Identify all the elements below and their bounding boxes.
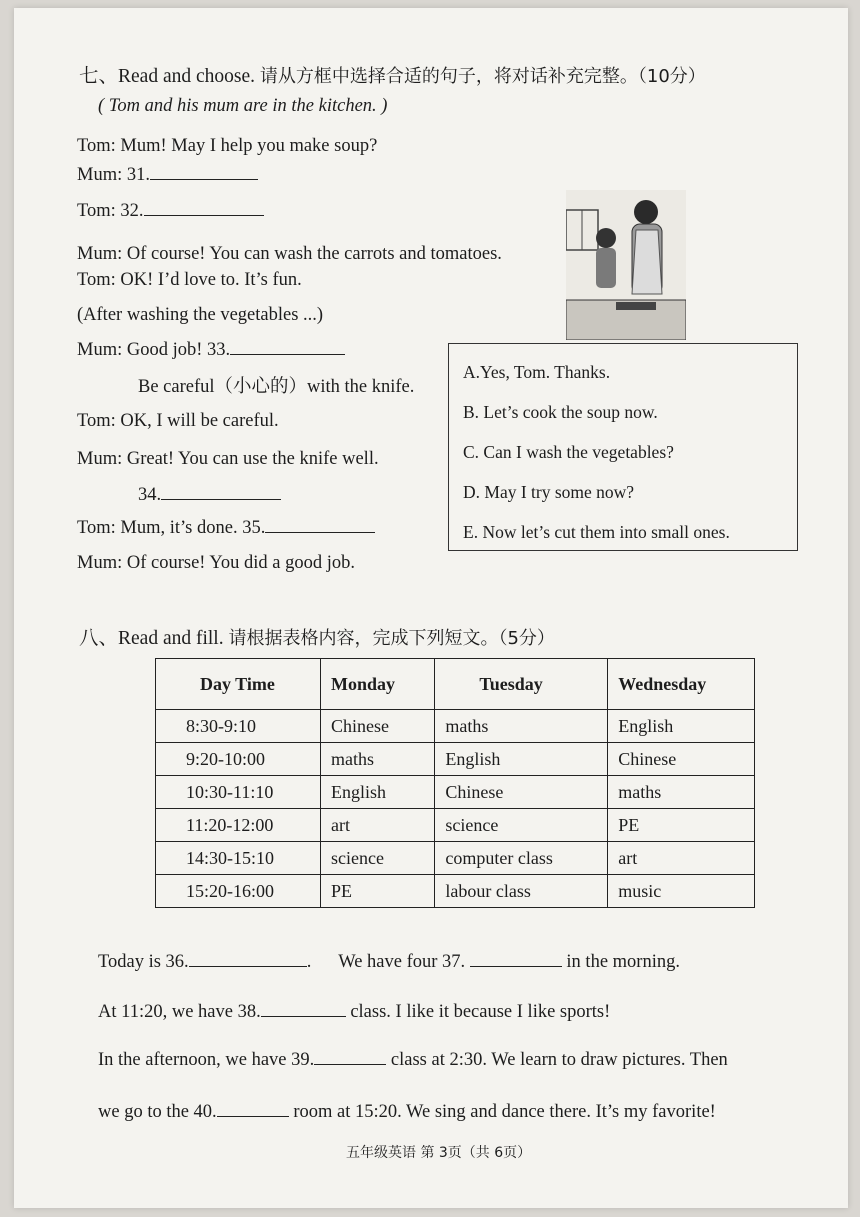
page-footer: 五年级英语 第 3页（共 6页） <box>346 1145 532 1161</box>
passage-text: in the morning. <box>566 952 680 972</box>
options-box <box>448 343 798 551</box>
option-d: D. May I try some now? <box>463 482 635 502</box>
dialogue-line-35 <box>77 516 375 540</box>
subject-cell: science <box>435 809 608 842</box>
subject-cell: computer class <box>435 842 608 875</box>
kitchen-illustration <box>566 190 686 340</box>
section7-title-cn: 请从方框中选择合适的句子，将对话补充完整。（10分） <box>259 66 706 87</box>
passage-text: In the afternoon, we have 39. <box>98 1050 315 1070</box>
dialogue-line-6: (After washing the vegetables ...) <box>77 305 324 325</box>
answer-blank-40[interactable] <box>217 1100 289 1117</box>
time-cell: 10:30-11:10 <box>156 776 321 809</box>
dialogue-line-32 <box>77 199 264 223</box>
passage-text: We have four 37. <box>338 952 466 972</box>
dialogue-line-5: Tom: OK! I’d love to. It’s fun. <box>77 270 302 290</box>
passage-line-1 <box>98 950 680 974</box>
dialogue-line-34 <box>138 483 281 507</box>
passage-text: room at 15:20. We sing and dance there. It’s my favorite! <box>293 1102 716 1122</box>
passage-line-2 <box>98 1000 610 1024</box>
header-day-time: Day Time <box>156 659 321 710</box>
passage-text: . <box>306 952 312 972</box>
dialogue-text: Tom: Mum, it’s done. 35. <box>77 518 266 538</box>
subject-cell: Chinese <box>435 776 608 809</box>
answer-blank-37[interactable] <box>470 950 562 967</box>
option-e: E. Now let’s cut them into small ones. <box>463 522 730 542</box>
subject-cell: art <box>608 842 755 875</box>
time-cell: 8:30-9:10 <box>156 710 321 743</box>
option-b: B. Let’s cook the soup now. <box>463 402 658 422</box>
subject-cell: labour class <box>435 875 608 908</box>
subject-cell: PE <box>321 875 435 908</box>
dialogue-text: Tom: 32. <box>77 201 144 221</box>
passage-text: we go to the 40. <box>98 1102 217 1122</box>
time-cell: 11:20-12:00 <box>156 809 321 842</box>
option-a: A.Yes, Tom. Thanks. <box>463 362 611 382</box>
dialogue-text: Mum: Good job! 33. <box>77 340 231 360</box>
subject-cell: maths <box>321 743 435 776</box>
dialogue-line-33 <box>77 338 345 362</box>
subject-cell: maths <box>435 710 608 743</box>
subject-cell: maths <box>608 776 755 809</box>
header-tuesday: Tuesday <box>435 659 608 710</box>
dialogue-line-8: Be careful（小心的）with the knife. <box>138 377 415 397</box>
header-wednesday: Wednesday <box>608 659 755 710</box>
section8-title-en: 八、Read and fill. <box>79 628 224 649</box>
answer-blank-33[interactable] <box>230 338 345 355</box>
passage-line-3 <box>98 1048 728 1072</box>
subject-cell: PE <box>608 809 755 842</box>
dialogue-line-31 <box>77 163 258 187</box>
subject-cell: Chinese <box>321 710 435 743</box>
timetable-header-row <box>156 659 755 710</box>
answer-blank-34[interactable] <box>161 483 281 500</box>
table-row <box>156 809 755 842</box>
section7-title-en: 七、Read and choose. <box>79 66 255 87</box>
dialogue-text: Mum: 31. <box>77 165 150 185</box>
section8-title <box>79 622 555 650</box>
dialogue-text: 34. <box>138 485 162 505</box>
table-row <box>156 743 755 776</box>
table-row <box>156 710 755 743</box>
subject-cell: music <box>608 875 755 908</box>
subject-cell: Chinese <box>608 743 755 776</box>
scene-note: ( Tom and his mum are in the kitchen. ) <box>98 96 388 116</box>
subject-cell: English <box>608 710 755 743</box>
table-row <box>156 875 755 908</box>
passage-text: class. I like it because I like sports! <box>350 1002 611 1022</box>
dialogue-line-10: Mum: Great! You can use the knife well. <box>77 449 379 469</box>
time-cell: 9:20-10:00 <box>156 743 321 776</box>
passage-text: class at 2:30. We learn to draw pictures. Then <box>390 1050 728 1070</box>
passage-line-4 <box>98 1100 716 1124</box>
timetable <box>155 658 755 908</box>
passage-text: Today is 36. <box>98 952 189 972</box>
subject-cell: art <box>321 809 435 842</box>
passage-text: At 11:20, we have 38. <box>98 1002 261 1022</box>
dialogue-line-1: Tom: Mum! May I help you make soup? <box>77 136 378 156</box>
exam-page <box>14 8 848 1208</box>
answer-blank-39[interactable] <box>314 1048 386 1065</box>
time-cell: 14:30-15:10 <box>156 842 321 875</box>
table-row <box>156 776 755 809</box>
time-cell: 15:20-16:00 <box>156 875 321 908</box>
answer-blank-31[interactable] <box>150 163 258 180</box>
section8-title-cn: 请根据表格内容，完成下列短文。（5分） <box>228 628 555 649</box>
dialogue-line-13: Mum: Of course! You did a good job. <box>77 553 356 573</box>
table-row <box>156 842 755 875</box>
answer-blank-36[interactable] <box>189 950 307 967</box>
answer-blank-35[interactable] <box>265 516 375 533</box>
header-monday: Monday <box>321 659 435 710</box>
subject-cell: English <box>321 776 435 809</box>
subject-cell: science <box>321 842 435 875</box>
answer-blank-32[interactable] <box>144 199 264 216</box>
dialogue-line-4: Mum: Of course! You can wash the carrots and tomatoes. <box>77 244 502 264</box>
answer-blank-38[interactable] <box>261 1000 346 1017</box>
section7-title <box>79 60 706 88</box>
option-c: C. Can I wash the vegetables? <box>463 442 674 462</box>
subject-cell: English <box>435 743 608 776</box>
dialogue-line-9: Tom: OK, I will be careful. <box>77 411 279 431</box>
